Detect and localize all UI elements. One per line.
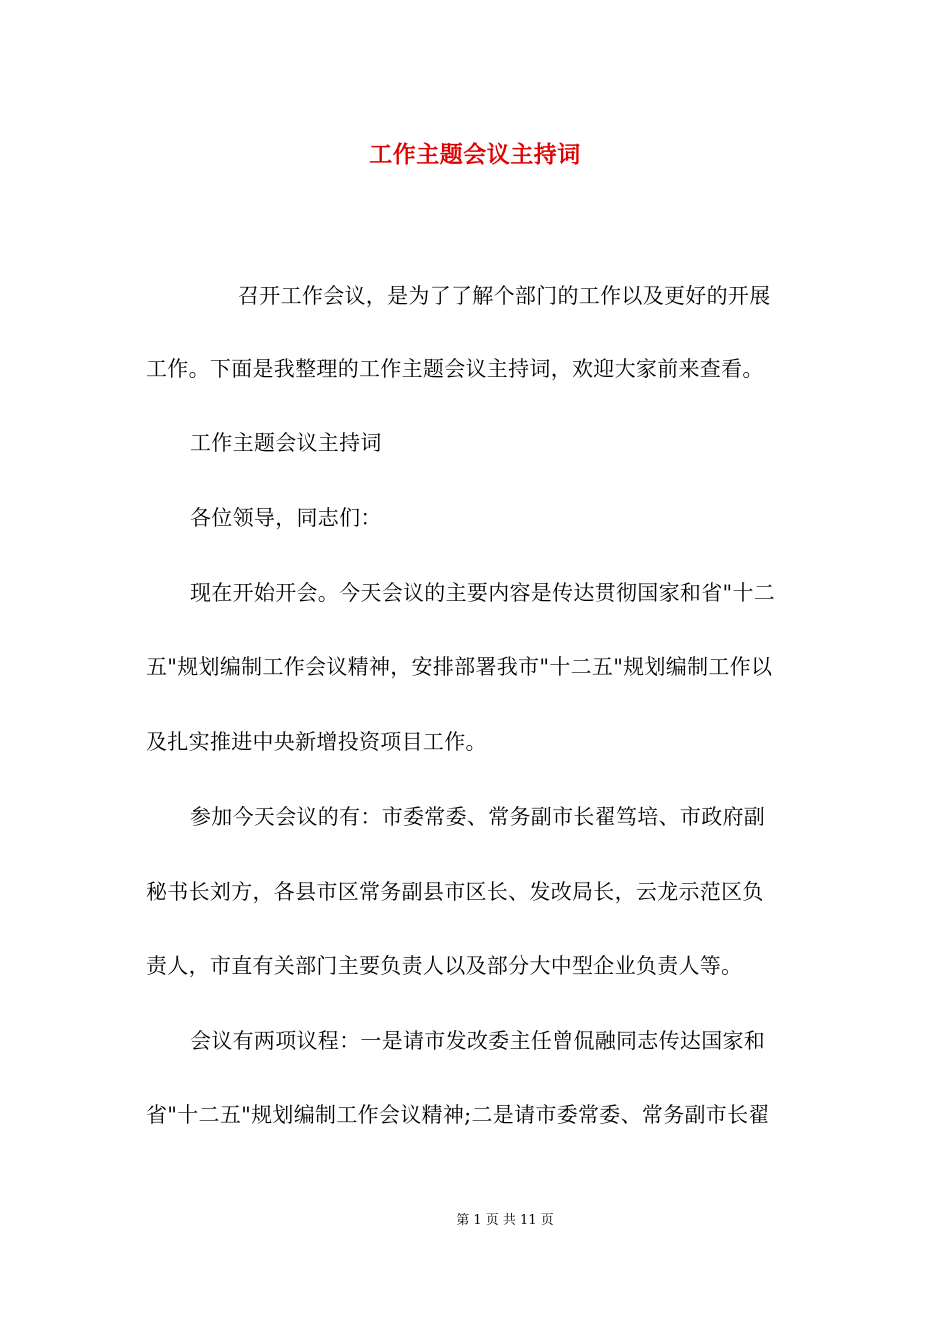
paragraph-line: 秘书长刘方，各县市区常务副县市区长、发改局长，云龙示范区负: [146, 880, 764, 904]
paragraph-line: 工作。下面是我整理的工作主题会议主持词，欢迎大家前来查看。: [146, 357, 764, 381]
salutation-line: 各位领导，同志们：: [190, 506, 382, 530]
paragraph-line: 责人，市直有关部门主要负责人以及部分大中型企业负责人等。: [146, 954, 743, 978]
paragraph-line: 召开工作会议，是为了了解个部门的工作以及更好的开展: [238, 284, 771, 308]
paragraph-line: 参加今天会议的有：市委常委、常务副市长翟笃培、市政府副: [190, 805, 766, 829]
section-heading: 工作主题会议主持词: [190, 431, 382, 455]
paragraph-line: 现在开始开会。今天会议的主要内容是传达贯彻国家和省"十二: [190, 581, 776, 605]
paragraph-line: 会议有两项议程：一是请市发改委主任曾侃融同志传达国家和: [190, 1029, 766, 1053]
paragraph-line: 省"十二五"规划编制工作会议精神;二是请市委常委、常务副市长翟: [146, 1103, 770, 1127]
paragraph-line: 五"规划编制工作会议精神，安排部署我市"十二五"规划编制工作以: [146, 655, 773, 679]
document-title: 工作主题会议主持词: [369, 141, 581, 168]
paragraph-line: 及扎实推进中央新增投资项目工作。: [146, 730, 487, 754]
page-number-footer: 第 1 页 共 11 页: [456, 1213, 554, 1228]
